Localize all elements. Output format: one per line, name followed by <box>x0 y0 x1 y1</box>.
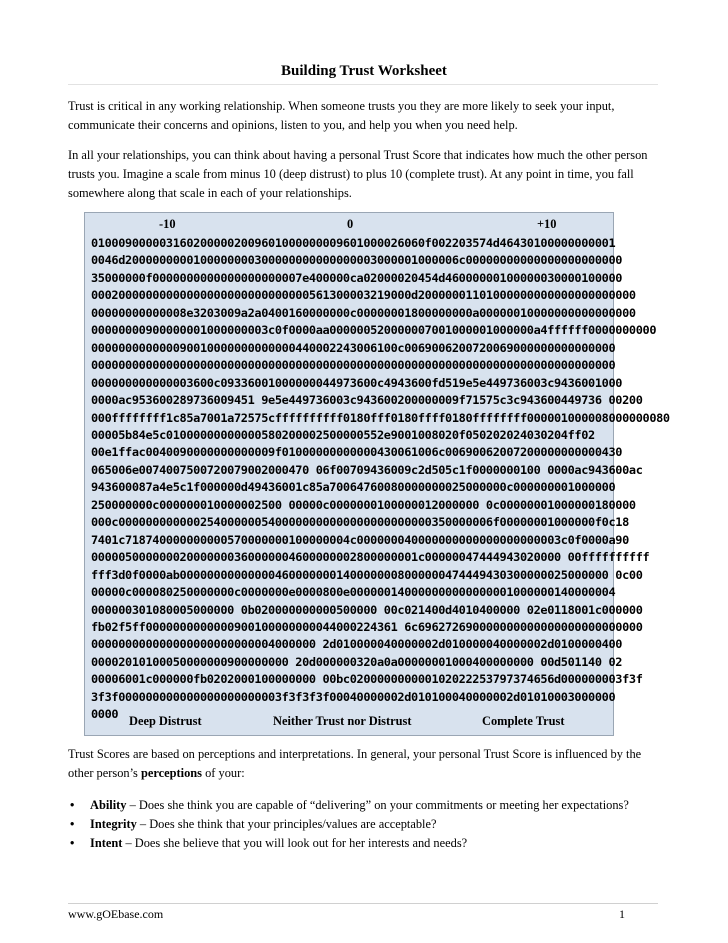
hex-line: 0100090000031602000002009601000000009601000026060f002203574d46430100000000001 <box>91 236 616 250</box>
hex-line: 00005b84e5c01000000000000580200002500000552e9001008020f050202024030204ff02 <box>91 427 595 442</box>
scale-labels <box>85 714 613 732</box>
hex-line: 00000000000008e3203009a2a0400160000000c00000001800000000a00000010000000000000000 <box>91 305 636 320</box>
hex-line: 0046d2000000000100000000300000000000000003000001000006c00000000000000000000000 <box>91 253 623 268</box>
footer-divider <box>68 903 658 904</box>
bullet-term: Intent <box>90 836 123 850</box>
scale-label-neutral: Neither Trust nor Distrust <box>273 714 412 728</box>
hex-line: 000005000000020000000360000004600000002800000001c00000047444943020000 00ffffffffff <box>91 550 650 565</box>
page-title: Building Trust Worksheet <box>281 63 447 79</box>
bullet-icon: • <box>70 817 75 831</box>
hex-line: 35000000f0000000000000000000007e400000ca02000020454d46000000100000030000100000 <box>91 270 623 285</box>
hex-line: 00002010100050000000900000000 20d000000320a0a00000001000400000000 00d501140 02 <box>91 654 623 669</box>
hex-line: fff3d0f0000ab000000000000004600000001400000008000000474449430300000025000000 0c00 <box>91 567 643 582</box>
hex-line: 3f3f000000000000000000000003f3f3f3f00040000002d010100040000002d01010003000000 <box>91 689 616 704</box>
hex-line: 943600087a4e5c1f000000d49436001c85a70064760080000000025000000c000000001000000 <box>91 480 616 495</box>
scale-numbers <box>85 217 613 235</box>
scale-hex-data <box>91 235 670 724</box>
hex-line: 000ffffffff1c85a7001a72575cffffffffff0180fff0180ffff0180ffffffff000001000008000000080 <box>91 410 670 425</box>
scale-label-complete-trust: Complete Trust <box>482 714 565 728</box>
scale-label-deep-distrust: Deep Distrust <box>129 714 202 728</box>
bullet-term: Ability <box>90 798 127 812</box>
hex-line: 250000000c000000010000002500 00000c0000000100000012000000 0c00000001000000180000 <box>91 497 636 512</box>
hex-line: fb02f5ff0000000000000900100000000044000224361 6c696272690000000000000000000000000 <box>91 619 643 634</box>
list-item-ability <box>68 796 668 815</box>
trust-scale-box <box>84 212 670 736</box>
hex-line: 000000301080005000000 0b020000000000500000 00c021400d4010400000 02e0118001c000000 <box>91 602 643 617</box>
perceptions-emphasis: perceptions <box>140 766 202 780</box>
perception-list <box>68 796 668 853</box>
hex-line: 00000c000080250000000c0000000e0000800e000000140000000000000001000000140000004 <box>91 585 616 600</box>
scale-max: +10 <box>537 217 557 231</box>
hex-line: 00000000900000001000000003c0f0000aa000000520000007001000001000000a4ffffff0000000000 <box>91 323 657 338</box>
scale-mid: 0 <box>347 217 354 231</box>
hex-line: 065006e0074007500720079002000470 06f00709436009c2d505c1f0000000100 0000ac943600ac <box>91 462 643 477</box>
bullet-icon: • <box>70 798 75 812</box>
title-divider <box>68 84 658 85</box>
hex-line: 00006001c000000fb0202000100000000 00bc020000000000102022253797374656d000000003f3f <box>91 672 643 687</box>
scale-min: -10 <box>159 217 176 231</box>
hex-line: 000000000000003600c09336001000000044973600c4943600fd519e5e449736003c9436001000 <box>91 375 623 390</box>
list-item-intent <box>68 834 668 853</box>
hex-line: 00000000000000000000000000000000000000000000000000000000000000000000000000000 <box>91 358 616 373</box>
hex-line: 0000ac953600289736009451 9e5e449736003c943600200000009f71575c3c943600449736 00200 <box>91 393 643 408</box>
hex-line: 000000000000000000000000004000000 2d010000040000002d010000040000002d0100000400 <box>91 637 623 652</box>
perceptions-text-before: Trust Scores are based on perceptions and interpretations. In general, your personal Trust Score is influenced by the other person’s <box>68 747 642 780</box>
bullet-term: Integrity <box>90 817 137 831</box>
page-number: 1 <box>619 907 625 921</box>
hex-line: 0000 <box>91 707 119 722</box>
bullet-icon: • <box>70 836 75 850</box>
hex-line: 00020000000000000000000000000000561300003219000d20000001101000000000000000000000 <box>91 288 636 303</box>
bullet-text: – Does she believe that you will look out for her interests and needs? <box>122 836 468 850</box>
perceptions-paragraph <box>68 745 660 783</box>
hex-line: 00e1ffac0040090000000000009f01000000000000430061006c00690062007200000000000430 <box>91 445 623 460</box>
bullet-text: – Does she think you are capable of “delivering” on your commitments or meeting her expectations? <box>126 798 629 812</box>
intro-paragraph: Trust is critical in any working relationship. When someone trusts you they are more likely to seek your input, communicate their concerns and opinions, listen to you, and help you when you need help. <box>68 99 615 132</box>
bullet-text: – Does she think that your principles/values are acceptable? <box>136 817 437 831</box>
list-item-integrity <box>68 815 668 834</box>
hex-line: 7401c718740000000000570000000100000004c000000040000000000000000000003c0f0000a90 <box>91 532 629 547</box>
scale-paragraph: In all your relationships, you can think about having a personal Trust Score that indicates how much the other person trusts you. Imagine a scale from minus 10 (deep distrust) to plus 10 (complete trust). At any point in time, you fall somewhere along that scale in each of your relationships. <box>68 148 648 200</box>
footer-website: www.gOEbase.com <box>68 907 164 921</box>
hex-line: 000000000000090010000000000000440002243006100c0069006200720069000000000000000 <box>91 340 616 355</box>
perceptions-text-after: of your: <box>202 766 245 780</box>
hex-line: 000c0000000000002540000005400000000000000000000000350000006f00000001000000f0c18 <box>91 515 629 530</box>
